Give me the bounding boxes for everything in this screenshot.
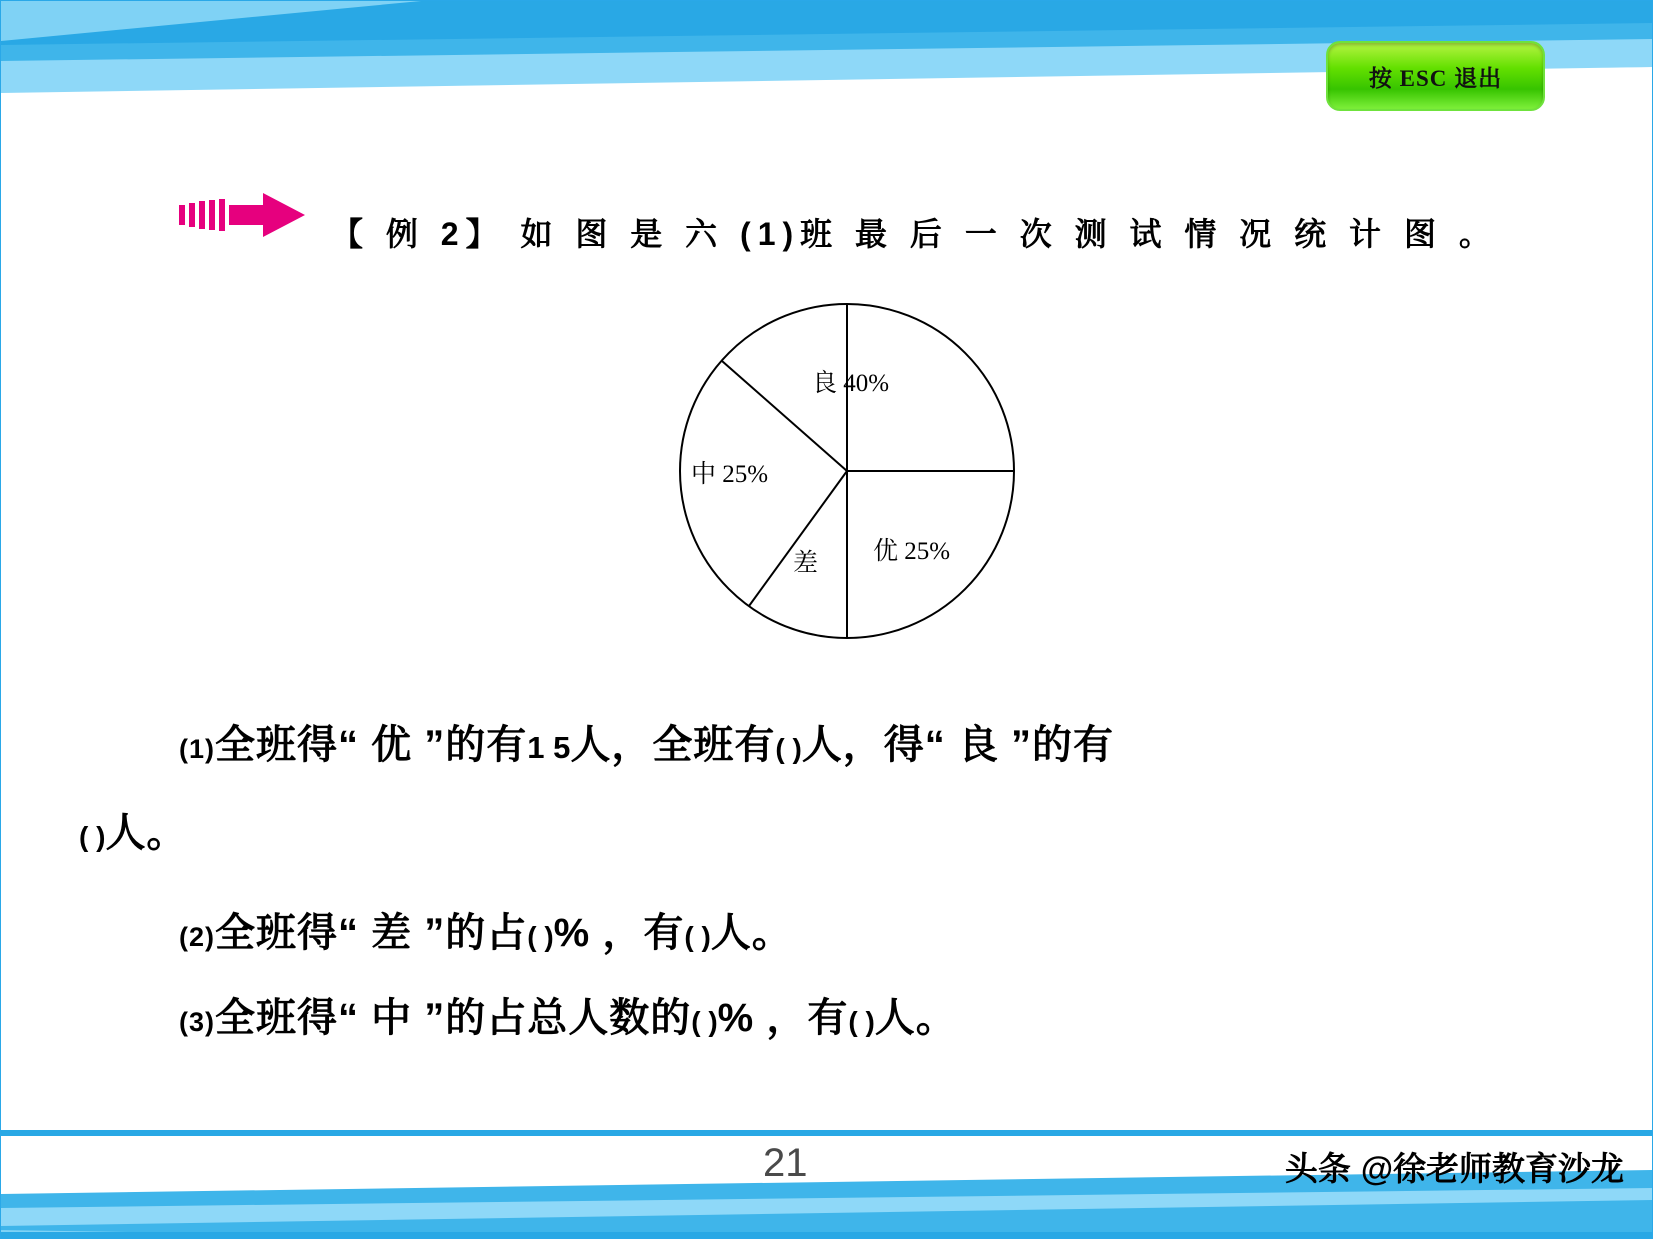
question-1-text-b: 人，全班有: [570, 723, 776, 767]
question-1-number-value: 1 5: [527, 730, 571, 765]
question-3-text-a: 全班得“ 中 ”的占总人数的: [215, 996, 692, 1040]
question-2: [179, 901, 793, 958]
watermark: [1285, 1143, 1624, 1190]
pie-chart: [677, 301, 1017, 641]
question-1-line-2: [79, 801, 187, 858]
watermark-platform: 头条: [1284, 1150, 1351, 1187]
question-3: [179, 986, 957, 1043]
question-1-blank-2: ( ): [79, 821, 106, 852]
question-3-text-c: 人。: [874, 996, 957, 1040]
page-title: 【 例 2】 如 图 是 六 (1)班 最 后 一 次 测 试 情 况 统 计 图 。: [331, 216, 1498, 252]
question-3-blank-1: ( ): [691, 1006, 718, 1037]
question-2-text-c: 人。: [710, 911, 793, 955]
question-1-text-c: 人，得“ 良 ”的有: [801, 723, 1115, 767]
question-2-blank-2: ( ): [684, 921, 711, 952]
pie-label-cha: 差: [793, 550, 819, 577]
esc-exit-button-label: 按 ESC 退出: [1368, 65, 1503, 91]
page-number: 21: [763, 1141, 808, 1185]
question-2-number: (2): [179, 922, 215, 952]
question-2-blank-1: ( ): [527, 921, 554, 952]
question-3-number: (3): [179, 1007, 215, 1037]
question-1-text-d: 人。: [105, 811, 188, 855]
question-1-text-a: 全班得“ 优 ”的有: [215, 723, 528, 767]
pie-label-you: 优 25%: [873, 538, 951, 565]
question-2-text-a: 全班得“ 差 ”的占: [215, 911, 528, 955]
watermark-account: @徐老师教育沙龙: [1360, 1150, 1624, 1187]
question-3-text-b: % ，有: [717, 996, 849, 1040]
pie-label-liang: 良 40%: [812, 370, 890, 397]
question-3-blank-2: ( ): [848, 1006, 875, 1037]
esc-exit-button[interactable]: [1326, 41, 1545, 111]
question-2-text-b: % ，有: [553, 911, 685, 955]
pie-label-zhong: 中 25%: [691, 461, 769, 488]
question-1-line-1: [179, 713, 1114, 770]
question-1-blank-1: ( ): [775, 733, 802, 764]
arrow-bullet-icon: [179, 191, 305, 243]
question-1-number: (1): [179, 734, 215, 764]
